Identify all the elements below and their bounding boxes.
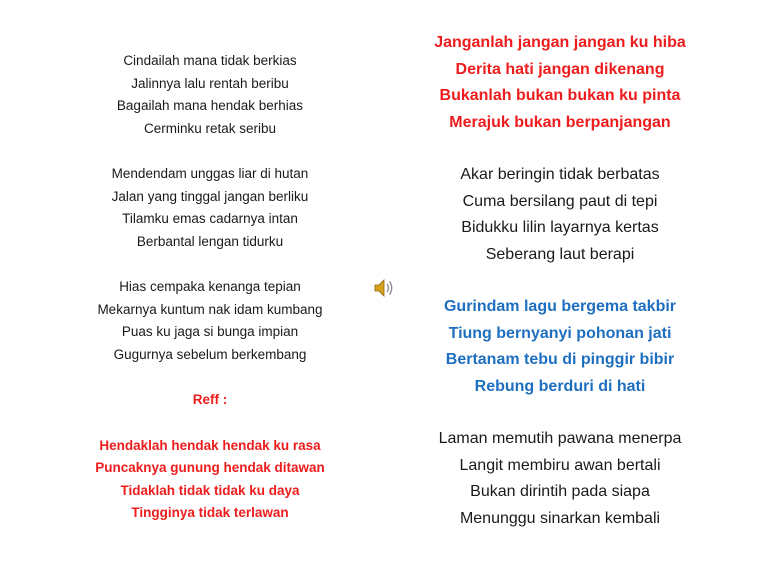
lyric-line: Derita hati jangan dikenang [455,60,665,78]
lyric-line: Puas ku jaga si bunga impian [121,324,299,339]
lyric-line: Akar beringin tidak berbatas [460,166,660,183]
reff-stanza [40,435,380,525]
lyric-line: Seberang laut berapi [485,245,635,263]
right-lyrics-column [400,30,720,558]
left-stanza-1 [40,50,380,140]
lyric-line: Langit membiru awan bertali [459,456,661,474]
speaker-icon[interactable] [372,276,396,300]
lyric-line: Bukanlah bukan bukan ku pinta [439,87,681,104]
lyric-line: Laman memutih pawana menerpa [438,430,682,447]
lyric-line: Mendendam unggas liar di hutan [111,166,309,181]
lyric-line: Bidukku lilin layarnya kertas [461,219,659,236]
right-stanza-2 [400,162,720,268]
right-stanza-3 [400,294,720,400]
reff-line: Tingginya tidak terlawan [131,505,289,520]
lyric-line: Berbantal lengan tidurku [136,233,284,249]
reff-label-block [40,389,380,412]
lyric-line: Gugurnya sebelum berkembang [113,346,307,362]
reff-line: Puncaknya gunung hendak ditawan [95,460,325,475]
lyric-line: Cindailah mana tidak berkias [123,53,297,68]
lyric-line: Rebung berduri di hati [474,377,646,395]
right-stanza-1 [400,30,720,136]
left-stanza-2 [40,163,380,253]
lyric-line: Jalinnya lalu rentah beribu [131,75,289,91]
lyric-line: Cerminku retak seribu [143,120,277,136]
reff-label: Reff : [192,392,228,407]
lyric-line: Bertanam tebu di pinggir bibir [445,351,675,368]
lyric-line: Merajuk bukan berpanjangan [449,113,671,131]
lyric-line: Bukan dirintih pada siapa [470,483,650,500]
lyric-line: Mekarnya kuntum nak idam kumbang [97,301,323,317]
lyric-line: Tilamku emas cadarnya intan [122,211,298,226]
lyric-line: Hias cempaka kenanga tepian [119,279,301,294]
reff-line: Tidaklah tidak tidak ku daya [120,482,300,498]
lyric-line: Gurindam lagu bergema takbir [443,298,677,315]
lyric-line: Janganlah jangan jangan ku hiba [434,34,686,51]
lyric-line: Bagailah mana hendak berhias [116,98,304,113]
lyric-line: Tiung bernyanyi pohonan jati [448,324,672,342]
reff-line: Hendaklah hendak hendak ku rasa [99,437,321,453]
lyric-line: Cuma bersilang paut di tepi [462,192,658,210]
right-stanza-4 [400,426,720,532]
lyric-line: Jalan yang tinggal jangan berliku [111,188,309,204]
lyric-line: Menunggu sinarkan kembali [459,509,661,527]
left-lyrics-column [40,50,380,548]
left-stanza-3 [40,276,380,366]
